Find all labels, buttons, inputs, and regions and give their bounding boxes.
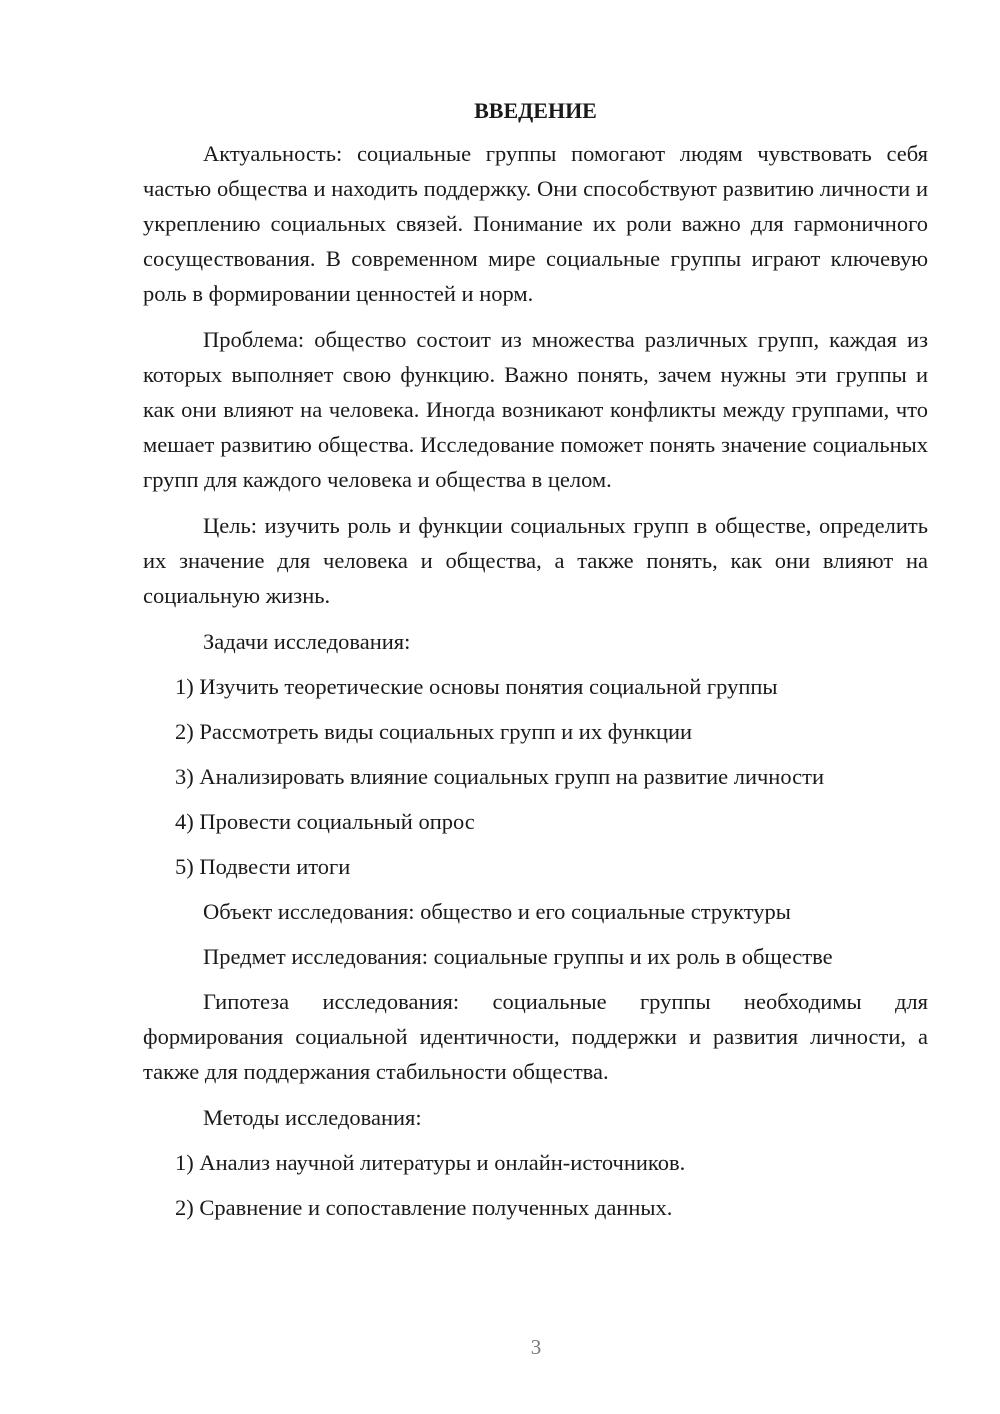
task-item: 1) Изучить теоретические основы понятия социальной группы — [175, 674, 778, 699]
task-item: 2) Рассмотреть виды социальных групп и их функции — [175, 719, 693, 744]
section-heading: ВВЕДЕНИЕ — [474, 98, 597, 123]
methods-list — [143, 1145, 928, 1225]
task-item: 3) Анализировать влияние социальных групп на развитие личности — [175, 764, 825, 789]
problem-paragraph: Проблема: общество состоит из множества различных групп, каждая из которых выполняет свою функцию. Важно понять, зачем нужны эти группы и как они влияют на человека. Иногда возникают конфликты между группами, что мешает развитию общества. Исследование поможет понять значение социальных групп для каждого человека и общества в целом. — [143, 327, 928, 492]
method-item: 2) Сравнение и сопоставление полученных данных. — [175, 1195, 673, 1220]
task-item: 4) Провести социальный опрос — [175, 809, 475, 834]
tasks-list — [143, 669, 928, 884]
methods-title: Методы исследования: — [203, 1105, 422, 1130]
research-subject: Предмет исследования: социальные группы и их роль в обществе — [203, 944, 833, 969]
page-number: 3 — [530, 1335, 542, 1359]
task-item: 5) Подвести итоги — [175, 854, 351, 879]
method-item: 1) Анализ научной литературы и онлайн-источников. — [175, 1150, 686, 1175]
goal-paragraph: Цель: изучить роль и функции социальных групп в обществе, определить их значение для человека и общества, а также понять, как они влияют на социальную жизнь. — [143, 513, 928, 608]
relevance-paragraph: Актуальность: социальные группы помогают людям чувствовать себя частью общества и находить поддержку. Они способствуют развитию личности и укреплению социальных связей. Понимание их роли важно для гармоничного сосуществования. В современном мире социальные группы играют ключевую роль в формировании ценностей и норм. — [143, 141, 928, 306]
research-object: Объект исследования: общество и его социальные структуры — [203, 899, 791, 924]
page-content — [143, 96, 928, 1235]
hypothesis-paragraph: Гипотеза исследования: социальные группы необходимы для формирования социальной идентичности, поддержки и развития личности, а также для поддержания стабильности общества. — [143, 989, 928, 1084]
tasks-title: Задачи исследования: — [203, 629, 411, 654]
